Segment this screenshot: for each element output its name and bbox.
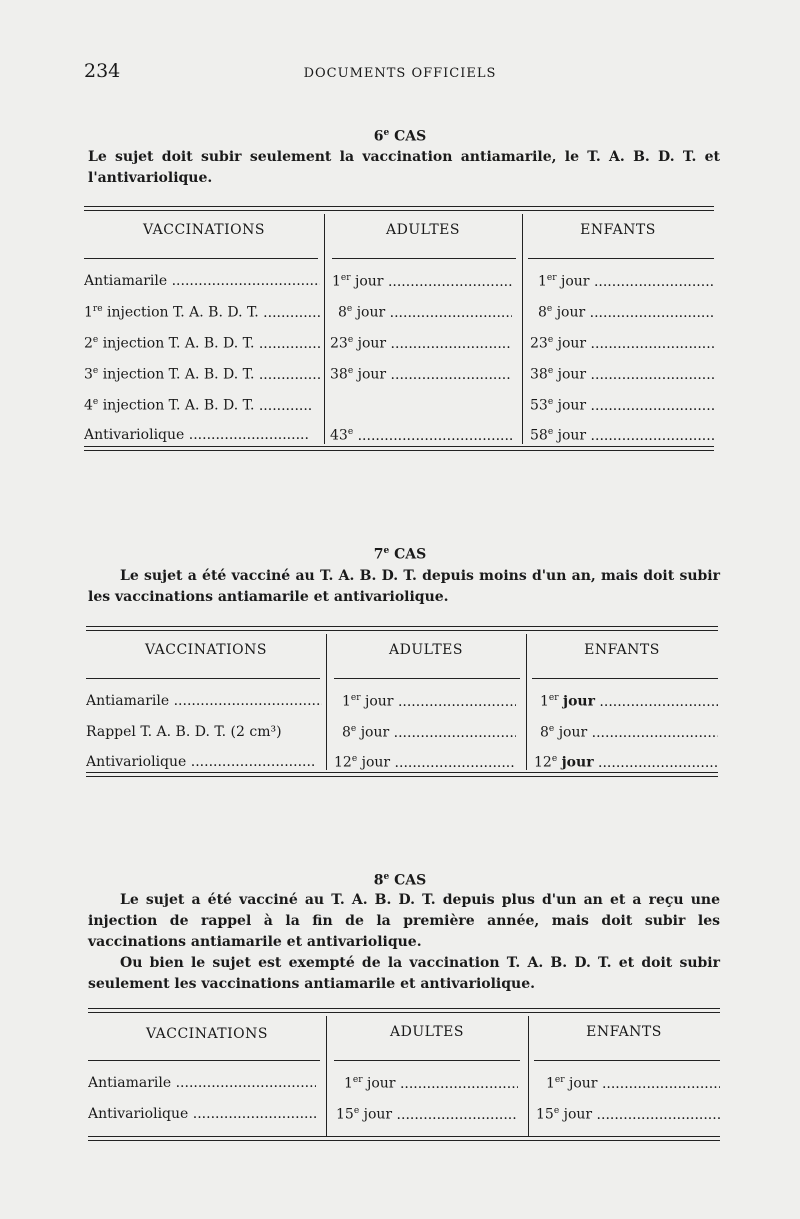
col-header-enfants: ENFANTS	[586, 1024, 662, 1040]
case7-title: 7e CAS	[373, 546, 427, 563]
case8-title: 8e CAS	[373, 872, 427, 889]
page-header-title: DOCUMENTS OFFICIELS	[303, 66, 497, 81]
case7-description: Le sujet a été vacciné au T. A. B. D. T. depuis moins d'un an, mais doit subir les vaccinations antiamarile et antivariolique.	[88, 568, 720, 605]
case8-description: Le sujet a été vacciné au T. A. B. D. T. depuis plus d'un an et a reçu une injection de rappel à la fin de la première année, mais doit subir les vaccinations antiamarile et antivariolique. Ou bien le sujet est exempté de la vaccination T. A. B. D. T. et doit subir seulement les vaccinations antiamarile et antivariolique.	[88, 892, 720, 992]
case7-table: VACCINATIONS ADULTES ENFANTS Antiamarile ..... 1er jour ..... 1er jour ..... Rappel T. A. B. D. T. (2 cm³) 8e jour ..... 8e jour ..... Antivariolique ..... 12e jour ..... 12e jour .....	[86, 626, 718, 776]
col-header-adultes: ADULTES	[390, 1024, 464, 1040]
col-header-vaccinations: VACCINATIONS	[145, 1026, 268, 1042]
col-header-adultes: ADULTES	[386, 222, 460, 238]
case6-description: Le sujet doit subir seulement la vaccination antiamarile, le T. A. B. D. T. et l'antivariolique.	[88, 149, 720, 186]
col-header-vaccinations: VACCINATIONS	[142, 222, 265, 238]
case6-title: 6e CAS	[373, 128, 427, 145]
case6-table: VACCINATIONS ADULTES ENFANTS Antiamarile ..... 1er jour ..... 1er jour ..... 1re injection T. A. B. D. T. ..... 8e jour ..... 8e jour ..... 2e injection T. A. B. D. T. ..... 23e jour ..... 23e jour ..... 3e injection T. A. B. D. T. ..... 38e jour ..... 38e jour ..... 4e injection T. A. B. D. T. ..... 53e jour ..... Antivariolique ..... 43e ..... 58e jour .....	[84, 206, 714, 456]
col-header-enfants: ENFANTS	[584, 642, 660, 658]
col-header-adultes: ADULTES	[389, 642, 463, 658]
case8-table: VACCINATIONS ADULTES ENFANTS Antiamarile ..... 1er jour ..... 1er jour ..... Antivariolique ..... 15e jour ..... 15e jour .....	[88, 1008, 720, 1144]
col-header-enfants: ENFANTS	[580, 222, 656, 238]
page-number: 234	[84, 60, 121, 82]
col-header-vaccinations: VACCINATIONS	[144, 642, 267, 658]
